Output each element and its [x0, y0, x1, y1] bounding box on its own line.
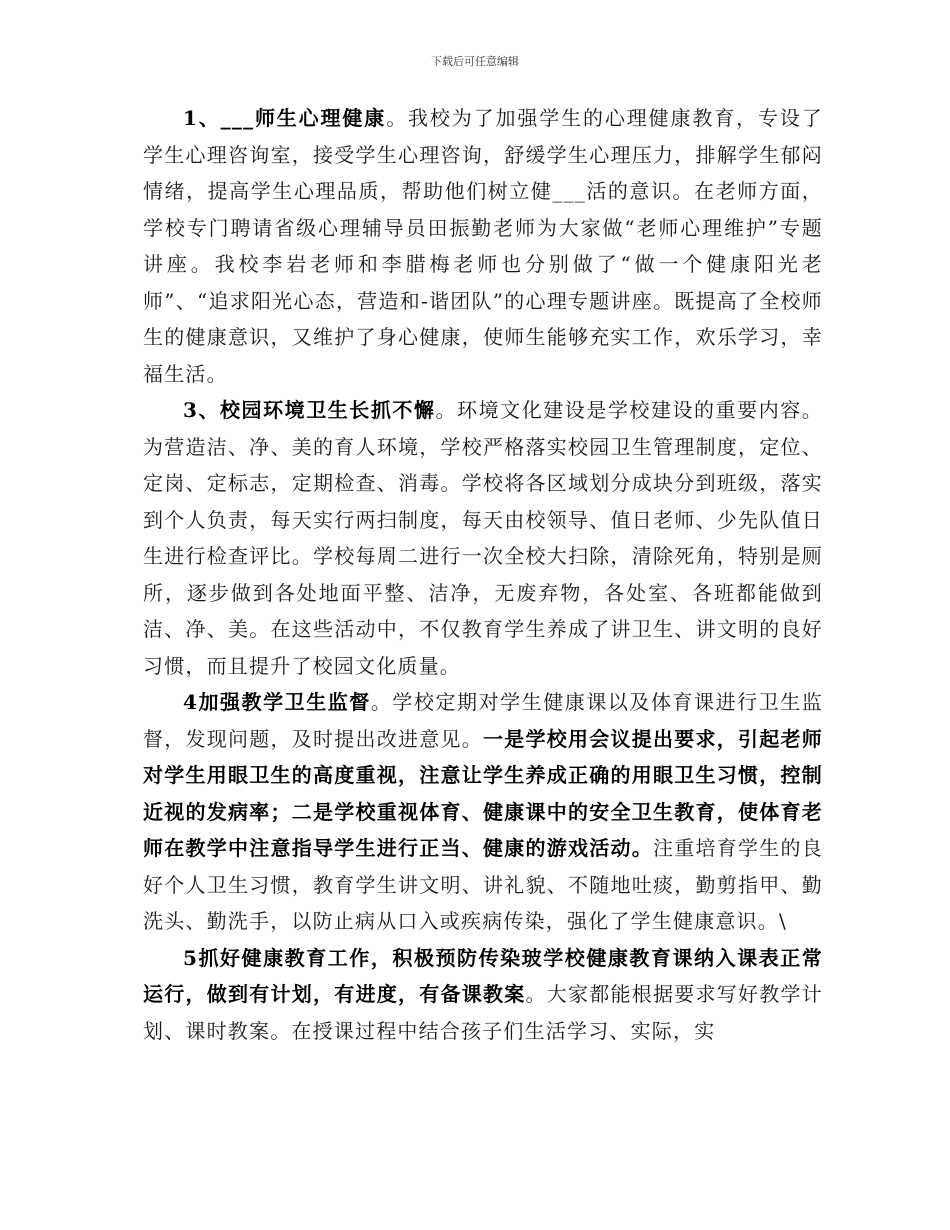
paragraph-heading: 5抓好健康教育工作，积极预防传染玻学校健康教育课纳入课表正常运行，做到有计划，有进度，有备课教案 — [143, 945, 823, 1006]
document-body — [143, 100, 823, 1049]
paragraph-heading: 3、校园环境卫生长抓不懈 — [183, 398, 436, 422]
page-header-note: 下载后可任意编辑 — [431, 55, 519, 68]
paragraph-teaching-supervision — [143, 684, 823, 940]
paragraph-heading: 4加强教学卫生监督 — [183, 690, 371, 714]
paragraph-heading: 1、___师生心理健康 — [183, 106, 387, 130]
paragraph-text: 。学校定期对学生健康课以及体育课进行卫生监督，发现问题，及时提出改进意见。 — [143, 690, 823, 751]
paragraph-mental-health — [143, 100, 823, 392]
paragraph-text: 。我校为了加强学生的心理健康教育，专设了学生心理咨询室，接受学生心理咨询，舒缓学生心理压力，排解学生郁闷情绪，提高学生心理品质，帮助他们树立健___活的意识。在老师方面，学校专门聘请省级心理辅导员田振勤老师为大家做“老师心理维护”专题讲座。我校李岩老师和李腊梅老师也分别做了“做一个健康阳光老师”、“追求阳光心态，营造和-谐团队”的心理专题讲座。既提高了全校师生的健康意识，又维护了身心健康，使师生能够充实工作，欢乐学习，幸福生活。 — [143, 106, 823, 386]
paragraph-emphasis: 一是学校用会议提出要求，引起老师对学生用眼卫生的高度重视，注意让学生养成正确的用眼卫生习惯，控制近视的发病率；二是学校重视体育、健康课中的安全卫生教育，使体育老师在教学中注意指导学生进行正当、健康的游戏活动。 — [143, 726, 824, 860]
paragraph-health-education — [143, 940, 823, 1050]
paragraph-campus-hygiene — [143, 392, 823, 684]
paragraph-text: 。大家都能根据要求写好教学计划、课时教案。在授课过程中结合孩子们生活学习、实际，实 — [143, 982, 823, 1043]
paragraph-text-tail: 注重培育学生的良好个人卫生习惯，教育学生讲文明、讲礼貌、不随地吐痰，勤剪指甲、勤洗头、勤洗手，以防止病从口入或疾病传染，强化了学生健康意识。\ — [143, 836, 823, 933]
paragraph-text: 。环境文化建设是学校建设的重要内容。为营造洁、净、美的育人环境，学校严格落实校园卫生管理制度，定位、定岗、定标志，定期检查、消毒。学校将各区域划分成块分到班级，落实到个人负责，每天实行两扫制度，每天由校领导、值日老师、少先队值日生进行检查评比。学校每周二进行一次全校大扫除，清除死角，特别是厕所，逐步做到各处地面平整、洁净，无废弃物，各处室、各班都能做到洁、净、美。在这些活动中，不仅教育学生养成了讲卫生、讲文明的良好习惯，而且提升了校园文化质量。 — [143, 398, 823, 678]
